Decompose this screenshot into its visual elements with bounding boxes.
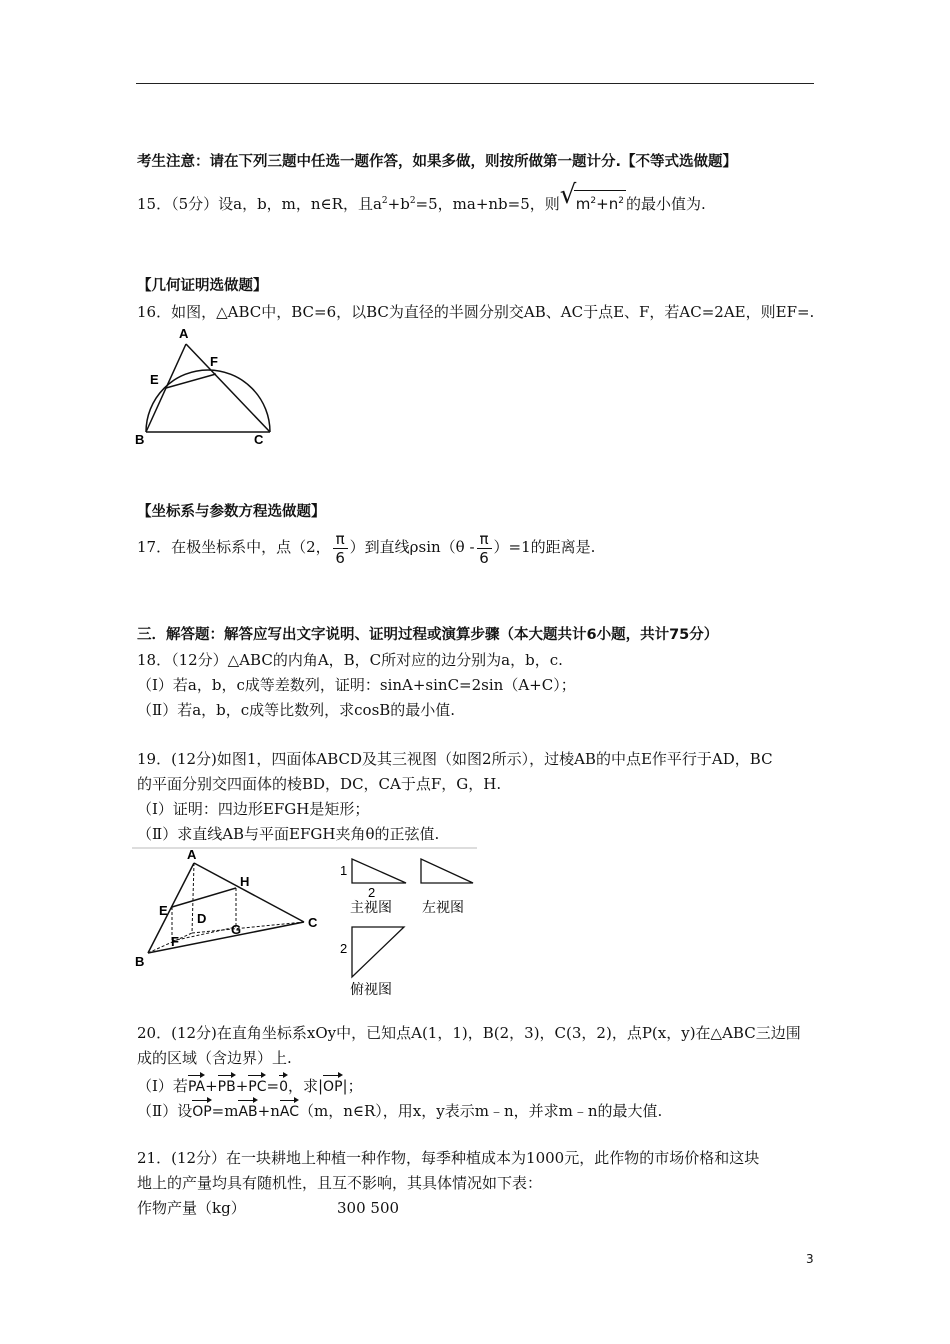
q19-line-3: （Ⅰ）证明：四边形EFGH是矩形； [137, 800, 370, 818]
front-view-height: 1 [340, 863, 348, 878]
t-label-c: C [308, 915, 318, 930]
t-label-d: D [197, 911, 207, 926]
q20-p1-post: |； [342, 1077, 363, 1095]
q17-text-mid: ）到直线ρsin（θ - [349, 538, 475, 556]
front-view-label: 主视图 [350, 900, 392, 916]
q21-line-2: 地上的产量均具有随机性，且互不影响，其具体情况如下表： [137, 1174, 543, 1192]
edge-ac [194, 863, 304, 922]
t-label-g: G [231, 922, 242, 937]
root-sup-n: 2 [618, 196, 624, 206]
table-row-label: 作物产量（kg） [137, 1199, 246, 1217]
vector-pc: PC [248, 1073, 266, 1097]
vector-zero: 0 [279, 1073, 288, 1097]
q21-line-1: 21．(12分）在一块耕地上种植一种作物，每季种植成本为1000元，此作物的市场价格和这块 [137, 1149, 760, 1167]
t-label-e: E [159, 903, 168, 918]
vector-ac: AC [280, 1098, 299, 1122]
vector-op-2: OP [192, 1098, 211, 1122]
q20-line-3 [137, 1073, 363, 1097]
table-cell-500: 500 [370, 1199, 400, 1217]
root-n: +n [596, 195, 619, 213]
q20-plus-2: + [235, 1077, 249, 1095]
q20-line-2: 成的区域（含边界）上. [137, 1049, 292, 1067]
question-16: 16．如图，△ABC中，BC=6，以BC为直径的半圆分别交AB、AC于点E、F，若AC=2AE，则EF=. [137, 303, 815, 321]
q17-text-post: ）=1的距离是. [493, 538, 596, 556]
fraction-pi-6-b [477, 530, 492, 567]
q20-p1-mid: ，求| [287, 1077, 324, 1095]
sqrt-expression: √ $m^2+n^2$ [559, 180, 624, 213]
section-polar: 【坐标系与参数方程选做题】 [137, 504, 326, 520]
q15-sup-a: 2 [381, 196, 388, 206]
label-b: B [135, 432, 145, 447]
q20-p2-pre: （Ⅱ）设 [137, 1102, 193, 1120]
q20-p2-post: （m，n∈R），用x，y表示m﹣n，并求m﹣n的最大值. [299, 1102, 663, 1120]
section-geometry: 【几何证明选做题】 [137, 278, 268, 294]
side-view-label: 左视图 [422, 900, 464, 916]
q19-line-2: 的平面分别交四面体的棱BD，DC，CA于点F，G，H. [137, 775, 502, 793]
edge-bd [148, 933, 192, 953]
page-number: 3 [806, 1252, 814, 1266]
frac-num-b: π [477, 530, 492, 549]
t-label-a: A [187, 847, 197, 862]
figure-19 [132, 845, 482, 1000]
top-view-triangle [352, 927, 404, 977]
vector-pa: PA [188, 1073, 205, 1097]
top-view-height: 2 [340, 941, 348, 956]
section-3-heading: 三．解答题：解答应写出文字说明、证明过程或演算步骤（本大题共计6小题，共计75分） [137, 627, 719, 643]
q15-text-pre: 15．（5分）设a，b，m，n∈R，且a [137, 195, 382, 213]
label-e: E [150, 372, 159, 387]
q20-equals: = [266, 1077, 280, 1095]
segment-ac [186, 344, 270, 432]
vector-pb: PB [218, 1073, 236, 1097]
edge-fg [172, 927, 236, 941]
q18-line-3: （Ⅱ）若a，b，c成等比数列，求cosB的最小值. [137, 701, 456, 719]
edge-eh [172, 888, 236, 907]
q19-line-1: 19．(12分)如图1，四面体ABCD及其三视图（如图2所示），过棱AB的中点E作平行于AD，BC [137, 750, 773, 768]
side-view-triangle [421, 859, 473, 883]
q18-line-1: 18．（12分）△ABC的内角A，B，C所对应的边分别为a，b，c. [137, 651, 563, 669]
q18-line-2: （Ⅰ）若a，b，c成等差数列，证明：sinA+sinC=2sin（A+C）； [137, 676, 576, 694]
front-view-width: 2 [368, 885, 376, 900]
front-view-triangle [352, 859, 406, 883]
top-view-label: 俯视图 [350, 982, 392, 998]
table-row-yield [137, 1198, 399, 1218]
q15-text-mid1: +b [387, 195, 410, 213]
vector-op: OP [323, 1073, 342, 1097]
fraction-pi-6-a [333, 530, 348, 567]
q17-text-pre: 17．在极坐标系中，点（2， [137, 538, 331, 556]
label-f: F [210, 354, 218, 369]
vector-ab: AB [238, 1098, 257, 1122]
notice-line: 考生注意：请在下列三题中任选一题作答，如果多做，则按所做第一题计分.【不等式选做题】 [137, 154, 738, 170]
label-c: C [254, 432, 264, 447]
label-a: A [179, 326, 189, 341]
edge-ad [192, 863, 194, 933]
q20-line-1: 20．(12分)在直角坐标系xOy中，已知点A(1，1)，B(2，3)，C(3，2)，点P(x，y)在△ABC三边围 [137, 1024, 801, 1042]
frac-den-a: 6 [335, 548, 345, 567]
q20-plus-1: + [205, 1077, 218, 1095]
semicircle [146, 370, 270, 432]
q19-line-4: （Ⅱ）求直线AB与平面EFGH夹角θ的正弦值. [137, 825, 440, 843]
figure-16 [132, 326, 282, 448]
frac-den-b: 6 [479, 548, 489, 567]
frac-num-a: π [333, 530, 348, 549]
question-15 [137, 180, 706, 214]
q20-line-4 [137, 1098, 662, 1122]
q20-eq-m: =m [211, 1102, 239, 1120]
q15-text-mid2: =5，ma+nb=5，则 [415, 195, 560, 213]
edge-dc [192, 922, 304, 933]
t-label-h: H [240, 874, 250, 889]
table-cell-300: 300 [337, 1199, 366, 1217]
root-sup-m: 2 [590, 196, 597, 206]
t-label-b: B [135, 954, 145, 969]
q20-plus-n: +n [257, 1102, 280, 1120]
header-rule [136, 83, 814, 84]
q15-text-post: 的最小值为. [625, 195, 706, 213]
t-label-f: F [171, 934, 179, 949]
root-m: m [575, 195, 591, 213]
question-17 [137, 528, 595, 567]
q15-sup-b: 2 [409, 196, 416, 206]
q20-p1-pre: （Ⅰ）若 [137, 1077, 188, 1095]
